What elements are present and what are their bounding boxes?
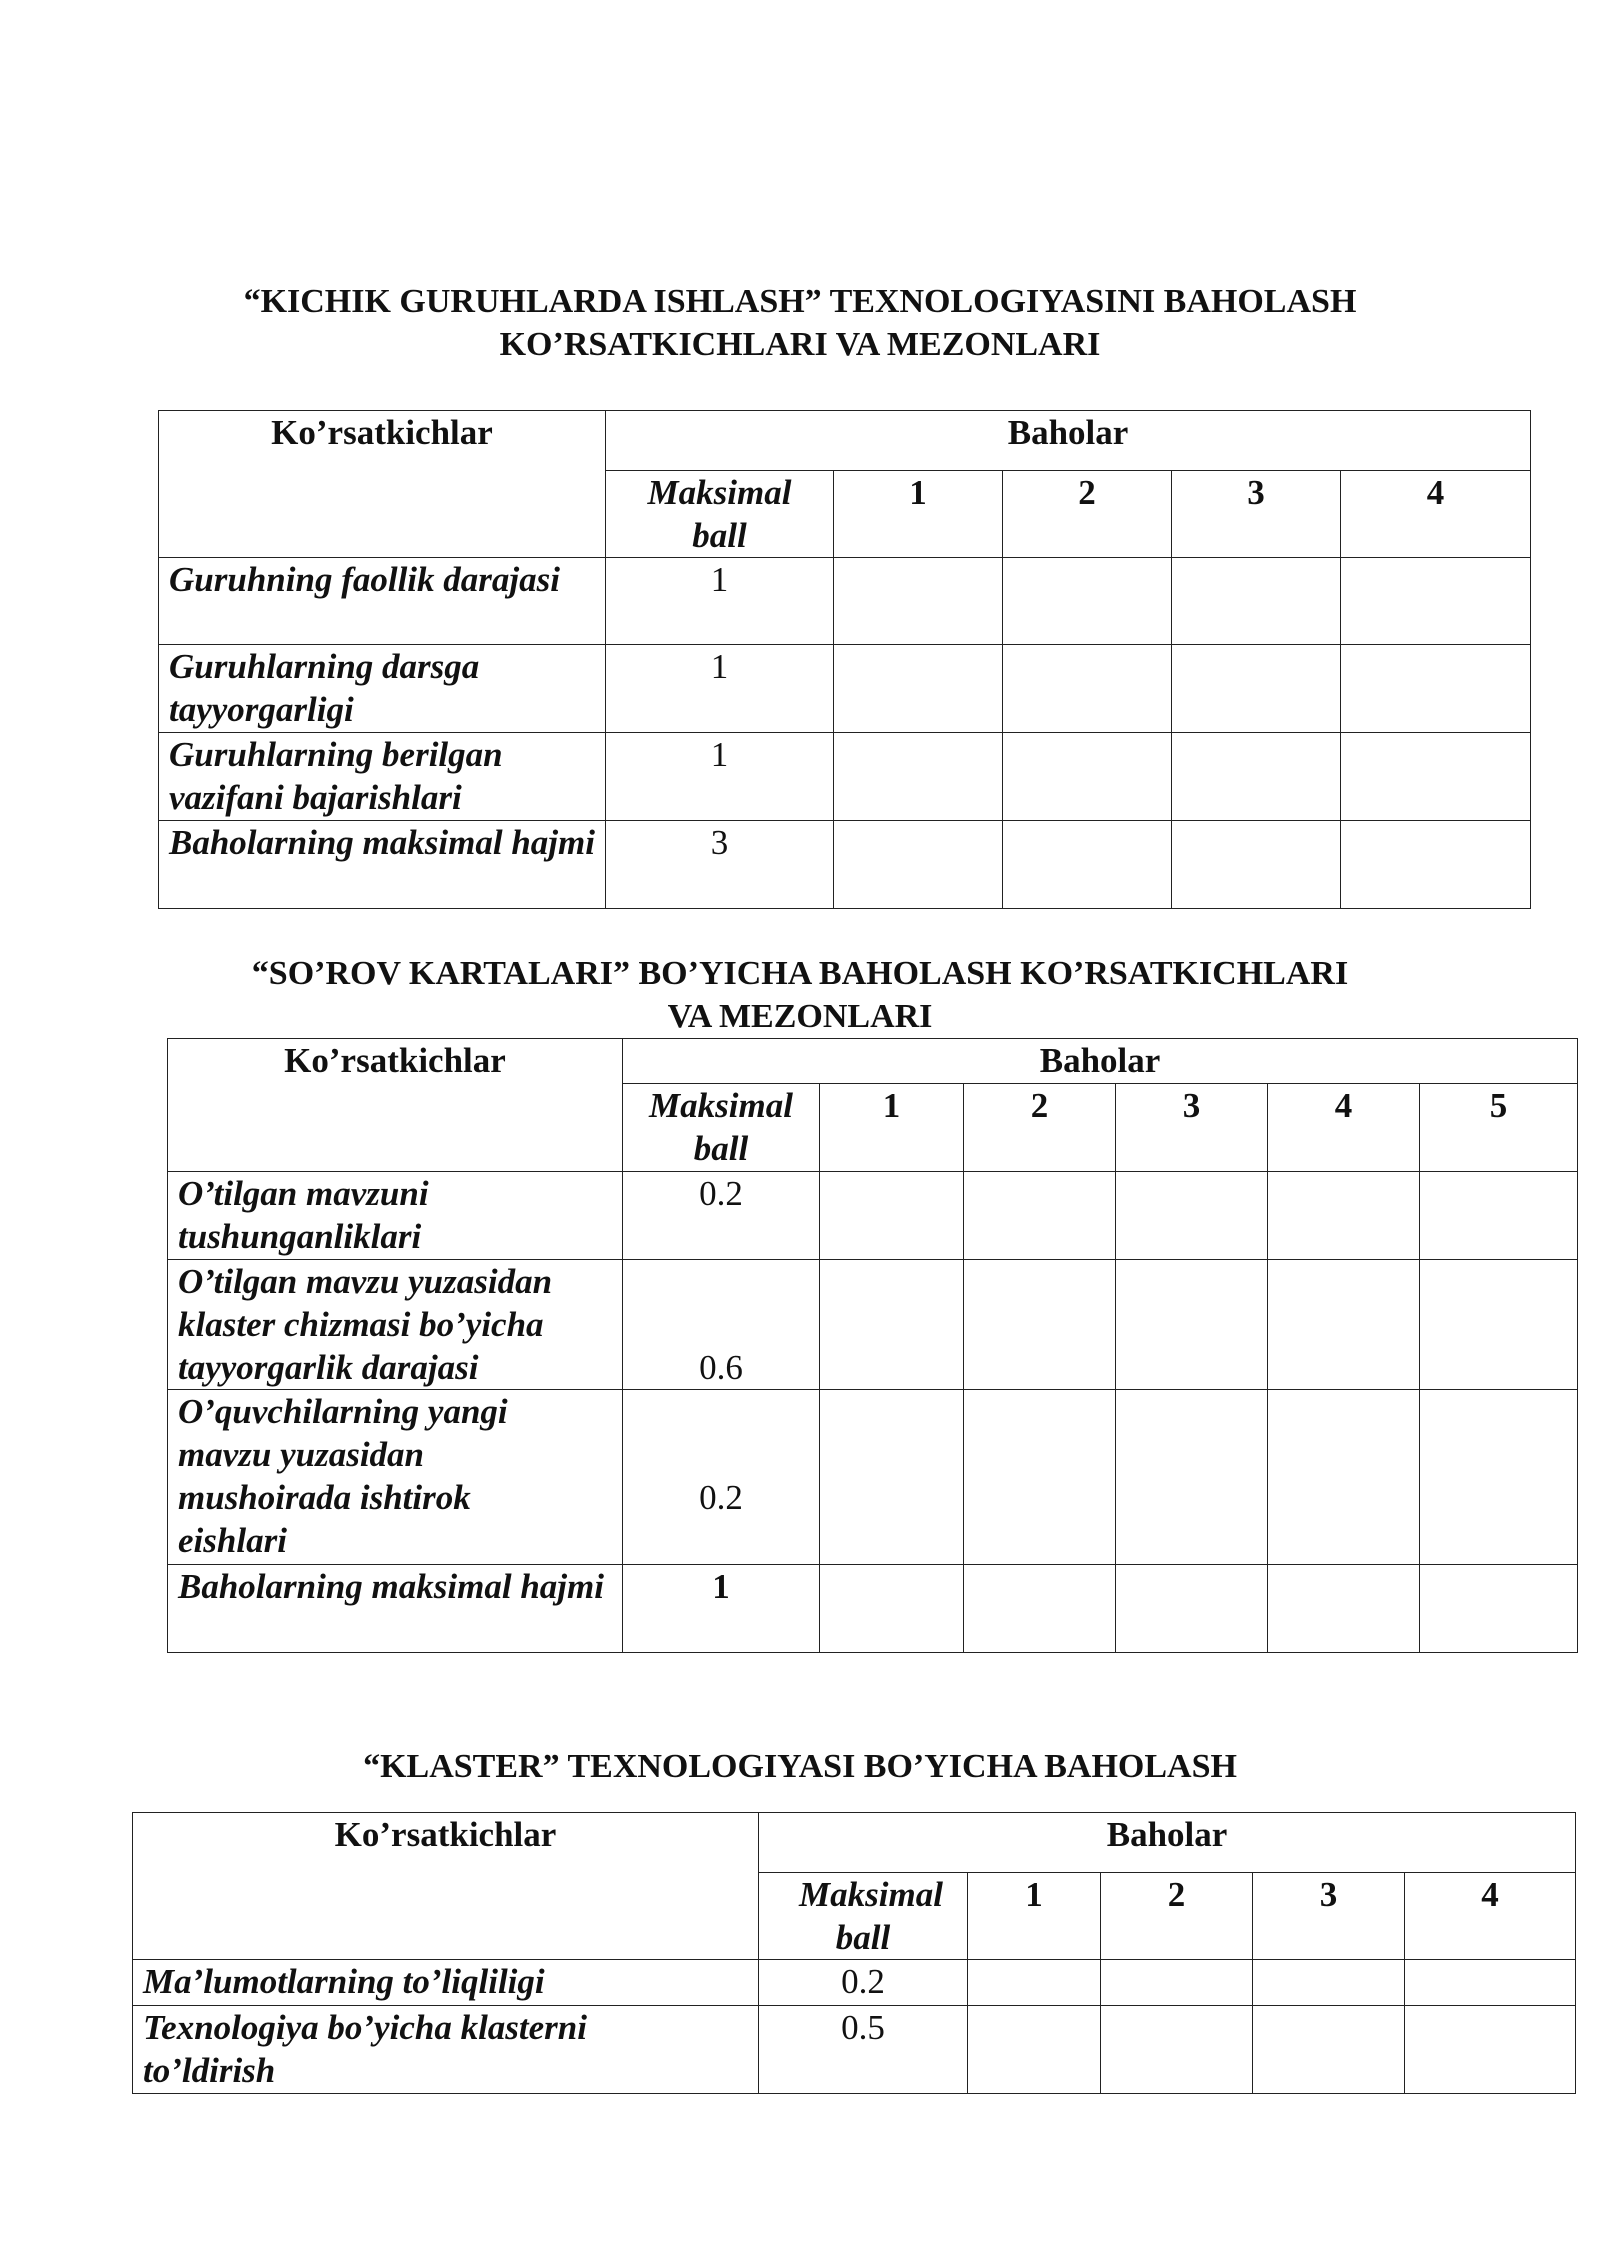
section1-table	[158, 410, 1531, 909]
grade-cell	[820, 1390, 964, 1565]
grade-cell	[1101, 2006, 1253, 2094]
grade-cell	[1341, 733, 1531, 821]
section1-title-line: “KICHIK GURUHLARDA ISHLASH” TEXNOLOGIYASINI BAHOLASH	[243, 283, 1357, 320]
section1-title	[0, 280, 1600, 366]
grade-cell	[1420, 1565, 1578, 1653]
grade-cell	[1341, 645, 1531, 733]
grade-cell	[1268, 1260, 1420, 1390]
grade-cell	[1172, 733, 1341, 821]
max-ball-cell: 1	[606, 558, 834, 645]
max-ball-header	[759, 1873, 968, 1960]
indicator-header: Ko’rsatkichlar	[133, 1813, 759, 1960]
grades-header: Baholar	[759, 1813, 1576, 1873]
grade-cell	[1405, 2006, 1576, 2094]
grade-cell	[1405, 1960, 1576, 2006]
table-header-row	[159, 411, 1531, 471]
table-row	[168, 1390, 1578, 1565]
indicator-header: Ko’rsatkichlar	[159, 411, 606, 558]
table-row	[159, 645, 1531, 733]
grade-cell	[1101, 1960, 1253, 2006]
max-ball-header: Maksimal ball	[606, 471, 834, 558]
grade-cell	[968, 2006, 1101, 2094]
section2-table	[167, 1038, 1578, 1653]
grade-cell	[1268, 1565, 1420, 1653]
grade-cell	[1172, 558, 1341, 645]
section3-table	[132, 1812, 1576, 2094]
indicator-cell: Guruhlarning berilgan vazifani bajarishlari	[159, 733, 606, 821]
grade-cell	[834, 645, 1003, 733]
section2-title-line: VA MEZONLARI	[667, 998, 933, 1035]
section3-title	[0, 1745, 1600, 1788]
grade-cell	[964, 1260, 1116, 1390]
table-header-row	[168, 1039, 1578, 1084]
table-row	[159, 733, 1531, 821]
table-row	[168, 1260, 1578, 1390]
grade-column-2: 2	[1003, 471, 1172, 558]
grade-cell	[1172, 821, 1341, 909]
grade-column-1: 1	[834, 471, 1003, 558]
grade-cell	[1116, 1260, 1268, 1390]
grade-cell	[1420, 1260, 1578, 1390]
grade-cell	[1116, 1172, 1268, 1260]
grade-cell	[1172, 645, 1341, 733]
grade-cell	[1268, 1172, 1420, 1260]
table-row	[159, 558, 1531, 645]
grade-cell	[1003, 645, 1172, 733]
grade-column-2: 2	[1101, 1873, 1253, 1960]
indicator-cell: Ma’lumotlarning to’liqliligi	[133, 1960, 759, 2006]
grade-cell	[820, 1172, 964, 1260]
grade-column-3: 3	[1116, 1084, 1268, 1172]
grade-column-2: 2	[964, 1084, 1116, 1172]
table-row	[168, 1172, 1578, 1260]
grade-column-5: 5	[1420, 1084, 1578, 1172]
max-ball-cell: 0.2	[759, 1960, 968, 2006]
table-header-row	[133, 1813, 1576, 1873]
max-ball-cell: 0.6	[623, 1260, 820, 1390]
grade-column-1: 1	[968, 1873, 1101, 1960]
max-ball-cell: 1	[606, 645, 834, 733]
max-ball-cell: 1	[606, 733, 834, 821]
indicator-cell: Guruhning faollik darajasi	[159, 558, 606, 645]
max-ball-cell: 1	[623, 1565, 820, 1653]
grade-cell	[820, 1260, 964, 1390]
max-ball-cell: 0.2	[623, 1172, 820, 1260]
section1-title-line: KO’RSATKICHLARI VA MEZONLARI	[499, 326, 1101, 363]
grade-cell	[820, 1565, 964, 1653]
grade-cell	[964, 1390, 1116, 1565]
table-row	[159, 821, 1531, 909]
grade-cell	[1116, 1390, 1268, 1565]
indicator-header: Ko’rsatkichlar	[168, 1039, 623, 1172]
grade-column-4: 4	[1405, 1873, 1576, 1960]
grade-cell	[834, 558, 1003, 645]
grade-cell	[1341, 558, 1531, 645]
grade-cell	[1003, 733, 1172, 821]
grade-column-4: 4	[1341, 471, 1531, 558]
grade-cell	[964, 1565, 1116, 1653]
section2-title-line: “SO’ROV KARTALARI” BO’YICHA BAHOLASH KO’RSATKICHLARI	[251, 955, 1349, 992]
max-ball-cell	[623, 1390, 820, 1565]
grade-cell	[834, 821, 1003, 909]
indicator-cell: O’quvchilarning yangi mavzu yuzasidan mushoirada ishtirok eishlari	[168, 1390, 623, 1565]
grade-cell	[1003, 821, 1172, 909]
indicator-cell: O’tilgan mavzuni tushunganliklari	[168, 1172, 623, 1260]
grade-cell	[1116, 1565, 1268, 1653]
grade-cell	[834, 733, 1003, 821]
indicator-cell: Baholarning maksimal hajmi	[159, 821, 606, 909]
max-ball-header: Maksimal ball	[623, 1084, 820, 1172]
table-row	[168, 1565, 1578, 1653]
grades-header: Baholar	[623, 1039, 1578, 1084]
grade-cell	[1253, 2006, 1405, 2094]
table-row	[133, 1960, 1576, 2006]
indicator-cell: Baholarning maksimal hajmi	[168, 1565, 623, 1653]
grade-cell	[1003, 558, 1172, 645]
table-row	[133, 2006, 1576, 2094]
grade-cell	[1268, 1390, 1420, 1565]
max-ball-value: 0.2	[699, 1478, 743, 1517]
grade-cell	[968, 1960, 1101, 2006]
grade-column-1: 1	[820, 1084, 964, 1172]
grade-cell	[1420, 1172, 1578, 1260]
max-ball-cell: 3	[606, 821, 834, 909]
section2-title	[0, 952, 1600, 1038]
grade-column-4: 4	[1268, 1084, 1420, 1172]
grade-cell	[1420, 1390, 1578, 1565]
max-ball-cell: 0.5	[759, 2006, 968, 2094]
grades-header: Baholar	[606, 411, 1531, 471]
section3-title-line: “KLASTER” TEXNOLOGIYASI BO’YICHA BAHOLASH	[363, 1748, 1237, 1785]
grade-cell	[964, 1172, 1116, 1260]
max-ball-label: Maksimal ball	[799, 1875, 943, 1957]
grade-column-3: 3	[1172, 471, 1341, 558]
grade-column-3: 3	[1253, 1873, 1405, 1960]
grade-cell	[1253, 1960, 1405, 2006]
indicator-cell: Texnologiya bo’yicha klasterni to’ldirish	[133, 2006, 759, 2094]
indicator-cell: O’tilgan mavzu yuzasidan klaster chizmasi bo’yicha tayyorgarlik darajasi	[168, 1260, 623, 1390]
grade-cell	[1341, 821, 1531, 909]
indicator-cell: Guruhlarning darsga tayyorgarligi	[159, 645, 606, 733]
